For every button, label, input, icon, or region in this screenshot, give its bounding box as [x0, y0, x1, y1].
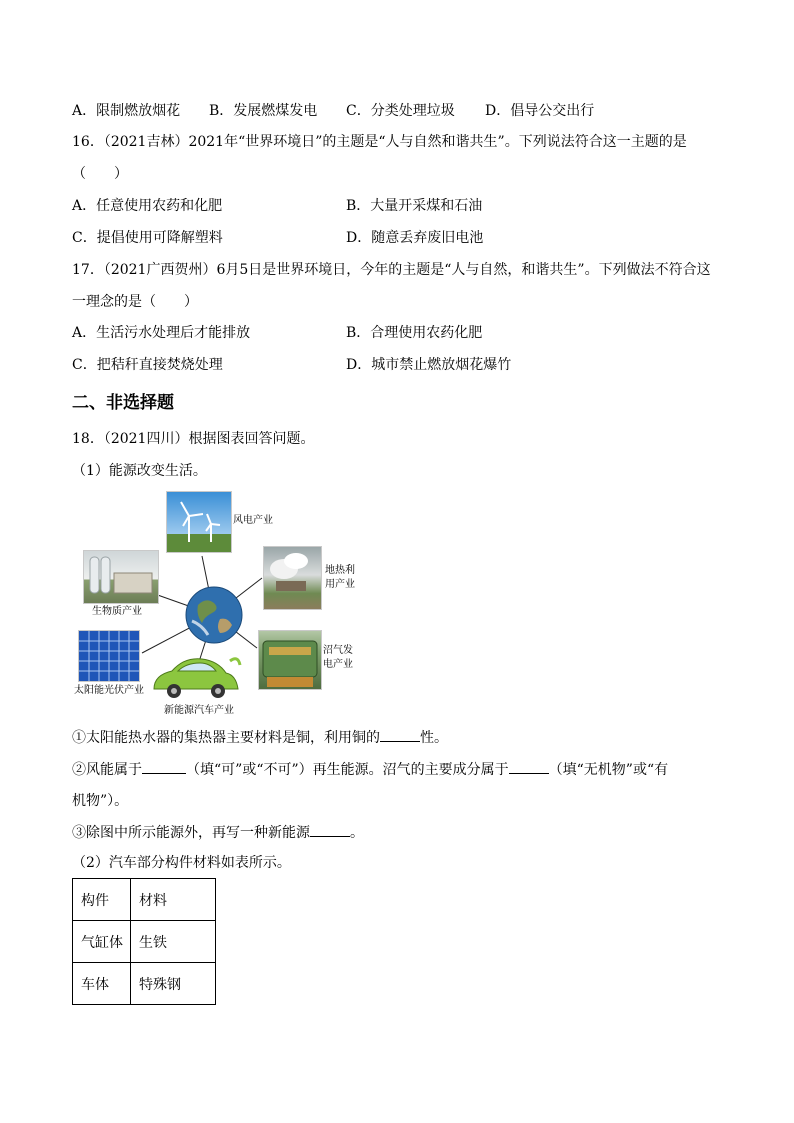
nev-caption: 新能源汽车产业 — [164, 705, 234, 716]
table-cell: 气缸体 — [73, 921, 131, 963]
solar-panel-photo — [78, 630, 140, 682]
wind-farm-photo — [166, 491, 232, 553]
q17-option-b: B．合理使用农药化肥 — [346, 325, 483, 341]
q18-sub2 — [72, 759, 668, 780]
table-row — [73, 963, 216, 1005]
q18-sub2-text-mid: （填“可”或“不可”）再生能源。沼气的主要成分属于 — [186, 762, 509, 778]
table-cell: 车体 — [73, 963, 131, 1005]
q18-sub3 — [72, 822, 364, 843]
solar-grid-icon — [79, 631, 139, 681]
q18-sub2-text-end: （填“无机物”或“有 — [548, 762, 669, 778]
energy-diagram — [72, 488, 372, 720]
table-cell: 特殊钢 — [131, 963, 216, 1005]
steam-icon — [264, 547, 321, 609]
solar-caption: 太阳能光伏产业 — [74, 685, 144, 696]
q16-option-d: D．随意丢弃废旧电池 — [346, 230, 484, 246]
q17-stem: 17．（2021广西贺州）6月5日是世界环境日，今年的主题是“人与自然，和谐共生”。下列做法不符合这 — [72, 262, 711, 278]
q18-sub1-text: ①太阳能热水器的集热器主要材料是铜，利用铜的 — [72, 730, 380, 746]
q15-option-b: B．发展燃煤发电 — [209, 103, 318, 119]
biogas-photo — [258, 630, 322, 690]
q18-part2: （2）汽车部分构件材料如表所示。 — [72, 855, 291, 871]
q18-sub3-text: ③除图中所示能源外，再写一种新能源 — [72, 825, 310, 841]
q16-answer-bracket: （ ） — [72, 166, 128, 182]
table-row — [73, 921, 216, 963]
q17-stem-line2: 一理念的是（ ） — [72, 294, 198, 310]
wind-turbine-icon — [167, 492, 231, 552]
q15-option-c: C．分类处理垃圾 — [346, 103, 455, 119]
digester-icon — [259, 631, 321, 689]
q16-option-b: B．大量开采煤和石油 — [346, 198, 483, 214]
q15-option-d: D．倡导公交出行 — [485, 103, 595, 119]
q16-option-c: C．提倡使用可降解塑料 — [72, 230, 223, 246]
table-cell: 生铁 — [131, 921, 216, 963]
table-header: 材料 — [131, 879, 216, 921]
q17-option-d: D．城市禁止燃放烟花爆竹 — [346, 357, 512, 373]
q18-sub2-blank-1[interactable] — [142, 759, 186, 774]
geothermal-caption-1: 地热利 — [325, 565, 355, 576]
q18-sub3-text-end: 。 — [350, 825, 364, 841]
electric-car-icon — [148, 653, 244, 705]
geothermal-caption-2: 用产业 — [325, 579, 355, 590]
q18-sub2-line2: 机物”）。 — [72, 793, 129, 809]
materials-table — [72, 878, 216, 1005]
biogas-caption-1: 沼气发 — [323, 645, 353, 656]
biomass-caption: 生物质产业 — [92, 606, 142, 617]
q15-option-a: A．限制燃放烟花 — [72, 103, 181, 119]
table-header: 构件 — [73, 879, 131, 921]
q16-stem: 16．（2021吉林）2021年“世界环境日”的主题是“人与自然和谐共生”。下列说法符合这一主题的是 — [72, 134, 687, 150]
q17-option-a: A．生活污水处理后才能排放 — [72, 325, 251, 341]
geothermal-photo — [263, 546, 322, 610]
wind-caption: 风电产业 — [233, 515, 273, 526]
q18-sub1 — [72, 727, 448, 748]
q16-option-a: A．任意使用农药和化肥 — [72, 198, 223, 214]
q18-part1: （1）能源改变生活。 — [72, 463, 207, 479]
q18-sub1-blank[interactable] — [380, 727, 420, 742]
q18-sub2-text: ②风能属于 — [72, 762, 142, 778]
tank-icon — [84, 551, 158, 603]
biomass-photo — [83, 550, 159, 604]
q18-sub1-text-end: 性。 — [420, 730, 448, 746]
q18-stem: 18．（2021四川）根据图表回答问题。 — [72, 431, 315, 447]
biogas-caption-2: 电产业 — [323, 659, 353, 670]
section-title: 二、非选择题 — [72, 393, 174, 413]
q17-option-c: C．把秸秆直接焚烧处理 — [72, 357, 223, 373]
q18-sub3-blank[interactable] — [310, 822, 350, 837]
table-header-row — [73, 879, 216, 921]
earth-icon — [184, 585, 244, 645]
q18-sub2-blank-2[interactable] — [509, 759, 549, 774]
